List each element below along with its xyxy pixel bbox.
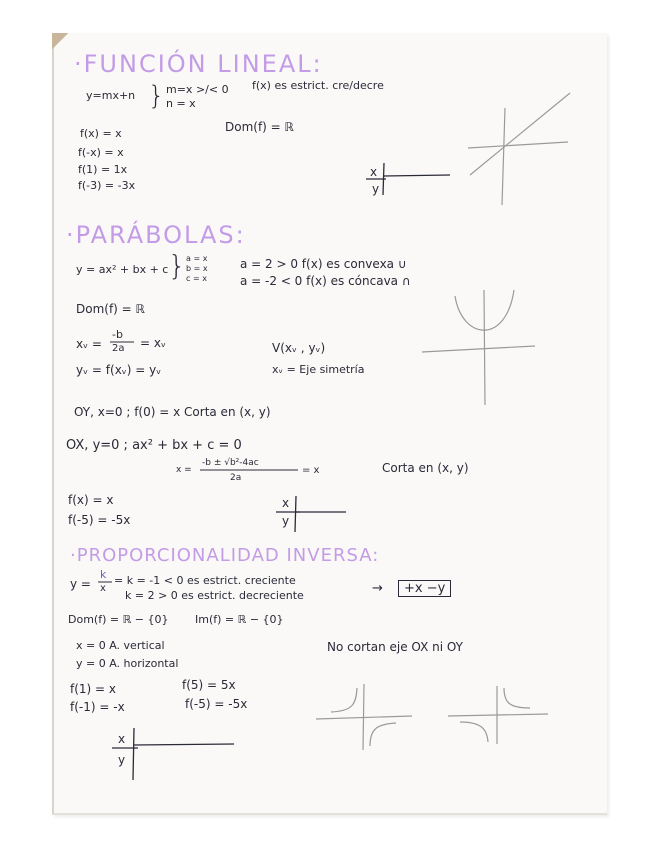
vertical-asymptote: x = 0 A. vertical	[76, 639, 165, 652]
inverse-eval: f(1) = x	[70, 682, 117, 696]
brace: }	[168, 249, 186, 282]
coef-b: b = x	[186, 264, 208, 273]
symmetry-axis: xᵥ = Eje simetría	[272, 363, 365, 376]
inverse-image: Im(f) = ℝ − {0}	[195, 613, 284, 626]
table-x-label: x	[282, 496, 290, 510]
parabola-eval: f(x) = x	[68, 493, 114, 507]
ox-intercept: OX, y=0 ; ax² + bx + c = 0	[66, 438, 242, 453]
concave-condition: a = -2 < 0 f(x) es cóncava ∩	[240, 274, 411, 288]
linear-equation: y=mx+n	[86, 89, 136, 102]
quadratic-lhs: x =	[176, 465, 192, 475]
parabola-equation: y = ax² + bx + c	[76, 263, 169, 276]
parabola-eval: f(-5) = -5x	[68, 513, 131, 527]
notebook-page	[52, 33, 607, 815]
inverse-eval: f(5) = 5x	[182, 678, 236, 692]
xv-numerator: -b	[112, 328, 123, 341]
xv-denominator: 2a	[112, 343, 125, 354]
yv-formula: yᵥ = f(xᵥ) = yᵥ	[76, 363, 162, 377]
table-x-label: x	[118, 732, 126, 746]
table-y-label: y	[282, 514, 290, 528]
inverse-eval: f(-5) = -5x	[185, 697, 248, 711]
horizontal-asymptote: y = 0 A. horizontal	[76, 657, 179, 670]
quadratic-numerator: -b ± √b²-4ac	[202, 458, 259, 468]
arrow: →	[372, 581, 383, 596]
linear-domain: Dom(f) = ℝ	[225, 120, 295, 134]
table-x-label: x	[370, 165, 378, 179]
table-y-label: y	[118, 753, 126, 767]
table-y-label: y	[372, 182, 380, 196]
coef-c: c = x	[186, 274, 207, 283]
brace: }	[148, 81, 165, 111]
inverse-eval: f(-1) = -x	[70, 700, 125, 714]
intercept: n = x	[166, 97, 196, 110]
increasing-condition: = k = -1 < 0 es estrict. creciente	[114, 574, 296, 587]
parabola-domain: Dom(f) = ℝ	[76, 302, 146, 316]
vertex: V(xᵥ , yᵥ)	[272, 341, 326, 355]
decreasing-condition: k = 2 > 0 es estrict. decreciente	[125, 589, 304, 602]
inverse-lhs: y =	[70, 577, 91, 591]
section-title-parabolas: ·PARÁBOLAS:	[66, 221, 246, 249]
coef-a: a = x	[186, 254, 208, 263]
inverse-denominator: x	[100, 583, 106, 594]
inverse-numerator: k	[100, 568, 107, 581]
linear-eval: f(x) = x	[80, 127, 122, 140]
linear-eval: f(1) = 1x	[78, 163, 128, 176]
slope-condition: m=x >/< 0	[166, 83, 229, 96]
quadratic-denominator: 2a	[230, 473, 242, 483]
linear-eval: f(-3) = -3x	[78, 179, 136, 192]
oy-intercept: OY, x=0 ; f(0) = x Corta en (x, y)	[74, 405, 271, 419]
slope-result: f(x) es estrict. cre/decre	[252, 79, 384, 92]
xv-lhs: xᵥ =	[76, 337, 102, 351]
linear-eval: f(-x) = x	[78, 146, 124, 159]
no-cortan-note: No cortan eje OX ni OY	[327, 640, 463, 654]
inverse-domain: Dom(f) = ℝ − {0}	[68, 613, 169, 626]
convex-condition: a = 2 > 0 f(x) es convexa ∪	[240, 257, 407, 271]
page-corner	[52, 33, 70, 51]
corta-en: Corta en (x, y)	[382, 461, 469, 475]
section-title-proporcionalidad: ·PROPORCIONALIDAD INVERSA:	[70, 545, 380, 566]
quadratic-rhs: = x	[302, 465, 320, 476]
boxed-sign: +x −y	[398, 580, 451, 597]
xv-rhs: = xᵥ	[140, 336, 166, 350]
section-title-funcion-lineal: ·FUNCIÓN LINEAL:	[74, 50, 323, 78]
